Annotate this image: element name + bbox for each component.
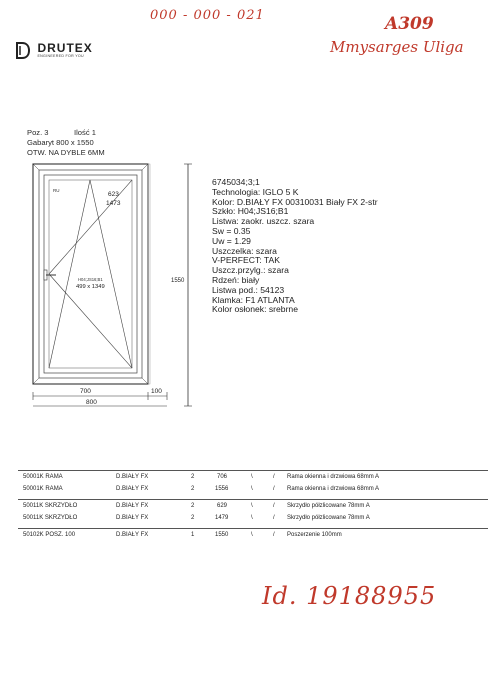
spec-line: Uw = 1.29 (212, 235, 251, 246)
part-angle-left: \ (251, 515, 253, 521)
mounting-note: OTW. NA DYBLE 6MM (27, 148, 105, 157)
height-dimension-label: 1550 (171, 278, 185, 284)
part-qty: 2 (191, 486, 195, 492)
spec-line: 6745034;3;1 (212, 177, 260, 187)
table-divider (18, 499, 488, 500)
spec-line: Klamka: F1 ATLANTA (212, 294, 295, 305)
part-code: 50011K SKRZYDŁO (23, 515, 78, 521)
part-angle-right: / (273, 486, 275, 492)
part-length: 629 (217, 503, 228, 509)
spec-line: Rdzeń: biały (212, 274, 260, 285)
table-row (0, 532, 493, 542)
dimensions-label: Gabaryt 800 x 1550 (27, 138, 94, 147)
table-row (0, 486, 493, 496)
part-qty: 1 (191, 532, 195, 538)
window-drawing (20, 160, 210, 410)
handwritten-signature: Mmysarges Uliga (330, 38, 464, 56)
part-code: 50102K POSZ. 100 (23, 532, 76, 538)
company-logo (16, 42, 93, 62)
quantity-label: Ilość 1 (74, 128, 96, 137)
part-qty: 2 (191, 515, 195, 521)
part-angle-right: / (273, 474, 275, 480)
part-length: 1556 (215, 486, 229, 492)
part-length: 1479 (215, 515, 229, 521)
spec-line: Uszcz.przylg.: szara (212, 265, 289, 276)
part-length: 1550 (215, 532, 229, 538)
part-length: 706 (217, 474, 228, 480)
part-code: 50001K RAMA (23, 486, 63, 492)
side-width-label: 100 (151, 388, 162, 395)
logo-name: DRUTEX (37, 41, 93, 55)
part-description: Rama okienna i drzwiowa 68mm A (287, 486, 380, 492)
part-color: D.BIAŁY FX (116, 532, 149, 538)
table-divider (18, 528, 488, 529)
spec-line: Kolor: D.BIAŁY FX 00310031 Biały FX 2-str (212, 196, 378, 207)
spec-line: Listwa pod.: 54123 (212, 284, 285, 295)
part-qty: 2 (191, 474, 195, 480)
part-color: D.BIAŁY FX (116, 515, 149, 521)
table-row (0, 503, 493, 513)
spec-line: V-PERFECT: TAK (212, 255, 280, 266)
position-label: Poz. 3 (27, 128, 49, 137)
spec-line: Sw = 0.35 (212, 225, 251, 236)
spec-line: Kolor osłonek: srebrne (212, 304, 298, 315)
spec-line: Uszczelka: szara (212, 245, 277, 256)
glass-code-label: H04;JS16;B1 (78, 277, 103, 282)
part-angle-left: \ (251, 474, 253, 480)
table-row (0, 474, 493, 484)
spec-list (212, 178, 378, 315)
spec-line: Listwa: zaokr. uszcz. szara (212, 216, 315, 227)
table-row (0, 515, 493, 525)
sash-width-label: 623 (108, 191, 119, 198)
part-code: 50001K RAMA (23, 474, 63, 480)
part-description: Poszerzenie 100mm (287, 532, 342, 538)
inner-width-label: 700 (80, 388, 91, 395)
part-angle-left: \ (251, 486, 253, 492)
drawing-corner-label: RU (53, 188, 60, 193)
total-width-label: 800 (86, 399, 97, 406)
part-angle-right: / (273, 532, 275, 538)
handwritten-ref-code: A309 (385, 14, 434, 34)
spec-line: Technologia: IGLO 5 K (212, 186, 299, 197)
drutex-logo-icon (16, 42, 30, 59)
part-color: D.BIAŁY FX (116, 474, 149, 480)
part-color: D.BIAŁY FX (116, 503, 149, 509)
handwritten-id-stamp: Id. 19188955 (262, 582, 437, 610)
part-angle-right: / (273, 503, 275, 509)
part-color: D.BIAŁY FX (116, 486, 149, 492)
part-angle-left: \ (251, 532, 253, 538)
part-description: Skrzydło półzlicowane 78mm A (287, 515, 370, 521)
handwritten-number: 000 - 000 - 021 (150, 8, 265, 23)
table-divider (18, 470, 488, 471)
part-qty: 2 (191, 503, 195, 509)
glass-size-label: 499 x 1349 (76, 284, 105, 290)
logo-tagline: ENGINEERED FOR YOU (37, 54, 84, 58)
part-description: Skrzydło półzlicowane 78mm A (287, 503, 370, 509)
part-description: Rama okienna i drzwiowa 68mm A (287, 474, 380, 480)
part-angle-right: / (273, 515, 275, 521)
spec-line: Szkło: H04;JS16;B1 (212, 206, 289, 217)
sash-height-label: 1473 (106, 200, 121, 207)
part-angle-left: \ (251, 503, 253, 509)
part-code: 50011K SKRZYDŁO (23, 503, 78, 509)
